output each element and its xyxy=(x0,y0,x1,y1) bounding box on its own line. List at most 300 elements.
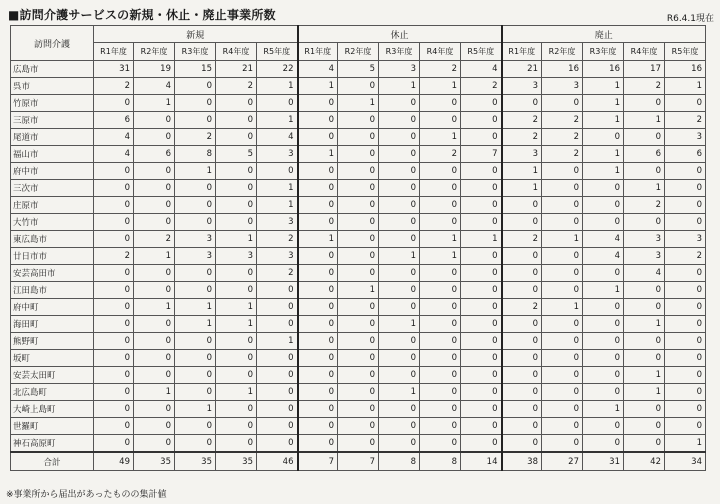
suspend-count-cell: 0 xyxy=(379,197,420,214)
table-row xyxy=(11,129,706,146)
abolish-count-cell: 2 xyxy=(502,112,542,129)
new-count-cell: 0 xyxy=(216,129,257,146)
suspend-count-cell: 7 xyxy=(338,452,379,471)
suspend-count-cell: 1 xyxy=(379,316,420,333)
abolish-count-cell: 0 xyxy=(583,384,624,401)
new-count-cell: 0 xyxy=(175,265,216,282)
year-header-cell: R2年度 xyxy=(134,43,175,61)
suspend-count-cell: 0 xyxy=(420,384,461,401)
new-count-cell: 0 xyxy=(175,333,216,350)
abolish-count-cell: 2 xyxy=(542,146,583,163)
abolish-count-cell: 2 xyxy=(665,248,706,265)
year-header-cell: R3年度 xyxy=(583,43,624,61)
new-count-cell: 1 xyxy=(134,299,175,316)
abolish-count-cell: 0 xyxy=(665,333,706,350)
new-count-cell: 0 xyxy=(94,265,134,282)
new-count-cell: 0 xyxy=(175,418,216,435)
suspend-count-cell: 0 xyxy=(461,180,502,197)
abolish-count-cell: 0 xyxy=(583,350,624,367)
suspend-count-cell: 0 xyxy=(298,112,338,129)
new-count-cell: 49 xyxy=(94,452,134,471)
suspend-count-cell: 0 xyxy=(338,299,379,316)
new-count-cell: 0 xyxy=(94,282,134,299)
suspend-count-cell: 0 xyxy=(338,197,379,214)
abolish-count-cell: 34 xyxy=(665,452,706,471)
suspend-count-cell: 0 xyxy=(420,197,461,214)
page-title: ■訪問介護サービスの新規・休止・廃止事業所数 xyxy=(8,8,276,22)
suspend-count-cell: 0 xyxy=(420,435,461,453)
abolish-count-cell: 0 xyxy=(502,248,542,265)
abolish-count-cell: 0 xyxy=(542,197,583,214)
table-row xyxy=(11,367,706,384)
new-count-cell: 1 xyxy=(216,231,257,248)
suspend-count-cell: 0 xyxy=(298,248,338,265)
facility-count-table xyxy=(10,25,706,471)
suspend-count-cell: 1 xyxy=(461,231,502,248)
abolish-count-cell: 1 xyxy=(624,384,665,401)
abolish-count-cell: 0 xyxy=(502,401,542,418)
suspend-count-cell: 1 xyxy=(298,146,338,163)
new-count-cell: 0 xyxy=(257,163,298,180)
new-count-cell: 0 xyxy=(134,197,175,214)
suspend-count-cell: 0 xyxy=(338,265,379,282)
abolish-count-cell: 3 xyxy=(665,129,706,146)
new-count-cell: 0 xyxy=(94,333,134,350)
abolish-count-cell: 0 xyxy=(542,384,583,401)
abolish-count-cell: 0 xyxy=(502,282,542,299)
new-count-cell: 0 xyxy=(94,180,134,197)
suspend-count-cell: 0 xyxy=(338,350,379,367)
new-count-cell: 1 xyxy=(216,299,257,316)
new-count-cell: 22 xyxy=(257,61,298,78)
new-count-cell: 3 xyxy=(257,248,298,265)
group-header-suspend: 休止 xyxy=(298,26,502,43)
suspend-count-cell: 0 xyxy=(338,367,379,384)
new-count-cell: 1 xyxy=(175,401,216,418)
suspend-count-cell: 0 xyxy=(338,401,379,418)
new-count-cell: 1 xyxy=(216,384,257,401)
new-count-cell: 0 xyxy=(175,350,216,367)
abolish-count-cell: 0 xyxy=(665,367,706,384)
abolish-count-cell: 1 xyxy=(665,435,706,453)
abolish-count-cell: 0 xyxy=(542,95,583,112)
suspend-count-cell: 0 xyxy=(461,435,502,453)
table-row xyxy=(11,78,706,95)
new-count-cell: 3 xyxy=(216,248,257,265)
suspend-count-cell: 0 xyxy=(379,282,420,299)
abolish-count-cell: 0 xyxy=(542,350,583,367)
abolish-count-cell: 0 xyxy=(665,180,706,197)
abolish-count-cell: 0 xyxy=(502,367,542,384)
new-count-cell: 3 xyxy=(257,214,298,231)
abolish-count-cell: 2 xyxy=(542,112,583,129)
new-count-cell: 2 xyxy=(216,78,257,95)
abolish-count-cell: 0 xyxy=(665,197,706,214)
new-count-cell: 0 xyxy=(216,265,257,282)
abolish-count-cell: 0 xyxy=(542,248,583,265)
table-row xyxy=(11,265,706,282)
new-count-cell: 0 xyxy=(134,265,175,282)
abolish-count-cell: 1 xyxy=(542,299,583,316)
new-count-cell: 35 xyxy=(175,452,216,471)
abolish-count-cell: 0 xyxy=(624,95,665,112)
new-count-cell: 1 xyxy=(257,78,298,95)
municipality-name: 安芸高田市 xyxy=(11,265,94,282)
abolish-count-cell: 1 xyxy=(624,112,665,129)
abolish-count-cell: 4 xyxy=(583,231,624,248)
abolish-count-cell: 0 xyxy=(502,265,542,282)
new-count-cell: 0 xyxy=(94,435,134,453)
suspend-count-cell: 5 xyxy=(338,61,379,78)
suspend-count-cell: 0 xyxy=(338,146,379,163)
suspend-count-cell: 0 xyxy=(379,299,420,316)
suspend-count-cell: 0 xyxy=(379,333,420,350)
suspend-count-cell: 1 xyxy=(298,231,338,248)
year-header-cell: R4年度 xyxy=(624,43,665,61)
abolish-count-cell: 0 xyxy=(542,282,583,299)
suspend-count-cell: 4 xyxy=(461,61,502,78)
abolish-count-cell: 0 xyxy=(542,163,583,180)
suspend-count-cell: 1 xyxy=(420,231,461,248)
suspend-count-cell: 0 xyxy=(461,248,502,265)
abolish-count-cell: 0 xyxy=(624,214,665,231)
table-row xyxy=(11,384,706,401)
abolish-count-cell: 1 xyxy=(583,146,624,163)
abolish-count-cell: 0 xyxy=(624,401,665,418)
suspend-count-cell: 0 xyxy=(461,350,502,367)
new-count-cell: 21 xyxy=(216,61,257,78)
year-header-row xyxy=(11,43,706,61)
suspend-count-cell: 0 xyxy=(420,299,461,316)
abolish-count-cell: 0 xyxy=(665,95,706,112)
suspend-count-cell: 0 xyxy=(461,367,502,384)
suspend-count-cell: 14 xyxy=(461,452,502,471)
abolish-count-cell: 17 xyxy=(624,61,665,78)
abolish-count-cell: 0 xyxy=(502,197,542,214)
new-count-cell: 1 xyxy=(175,163,216,180)
suspend-count-cell: 2 xyxy=(461,78,502,95)
suspend-count-cell: 0 xyxy=(379,231,420,248)
suspend-count-cell: 0 xyxy=(461,299,502,316)
abolish-count-cell: 2 xyxy=(624,78,665,95)
abolish-count-cell: 0 xyxy=(665,350,706,367)
new-count-cell: 1 xyxy=(134,248,175,265)
abolish-count-cell: 6 xyxy=(665,146,706,163)
suspend-count-cell: 0 xyxy=(298,384,338,401)
abolish-count-cell: 0 xyxy=(665,265,706,282)
new-count-cell: 1 xyxy=(134,95,175,112)
abolish-count-cell: 42 xyxy=(624,452,665,471)
suspend-count-cell: 0 xyxy=(379,418,420,435)
municipality-name: 熊野町 xyxy=(11,333,94,350)
new-count-cell: 0 xyxy=(216,214,257,231)
abolish-count-cell: 0 xyxy=(502,435,542,453)
new-count-cell: 0 xyxy=(134,180,175,197)
abolish-count-cell: 0 xyxy=(583,299,624,316)
new-count-cell: 0 xyxy=(134,282,175,299)
abolish-count-cell: 0 xyxy=(583,435,624,453)
suspend-count-cell: 0 xyxy=(461,333,502,350)
table-row xyxy=(11,163,706,180)
abolish-count-cell: 0 xyxy=(583,316,624,333)
abolish-count-cell: 3 xyxy=(542,78,583,95)
suspend-count-cell: 0 xyxy=(338,180,379,197)
abolish-count-cell: 21 xyxy=(502,61,542,78)
new-count-cell: 6 xyxy=(94,112,134,129)
suspend-count-cell: 2 xyxy=(420,146,461,163)
new-count-cell: 8 xyxy=(175,146,216,163)
abolish-count-cell: 0 xyxy=(502,95,542,112)
abolish-count-cell: 0 xyxy=(624,350,665,367)
new-count-cell: 1 xyxy=(134,384,175,401)
new-count-cell: 0 xyxy=(134,435,175,453)
abolish-count-cell: 0 xyxy=(583,367,624,384)
suspend-count-cell: 0 xyxy=(461,384,502,401)
new-count-cell: 0 xyxy=(216,163,257,180)
abolish-count-cell: 0 xyxy=(665,282,706,299)
new-count-cell: 0 xyxy=(257,401,298,418)
abolish-count-cell: 0 xyxy=(624,418,665,435)
abolish-count-cell: 0 xyxy=(502,418,542,435)
new-count-cell: 0 xyxy=(94,401,134,418)
suspend-count-cell: 0 xyxy=(379,435,420,453)
suspend-count-cell: 0 xyxy=(379,112,420,129)
municipality-name: 福山市 xyxy=(11,146,94,163)
municipality-name: 府中市 xyxy=(11,163,94,180)
new-count-cell: 0 xyxy=(257,95,298,112)
suspend-count-cell: 0 xyxy=(298,197,338,214)
suspend-count-cell: 0 xyxy=(420,282,461,299)
municipality-name: 東広島市 xyxy=(11,231,94,248)
new-count-cell: 0 xyxy=(257,316,298,333)
abolish-count-cell: 0 xyxy=(542,367,583,384)
suspend-count-cell: 0 xyxy=(420,214,461,231)
new-count-cell: 0 xyxy=(134,316,175,333)
new-count-cell: 0 xyxy=(94,163,134,180)
suspend-count-cell: 1 xyxy=(379,384,420,401)
municipality-name: 廿日市市 xyxy=(11,248,94,265)
municipality-name: 海田町 xyxy=(11,316,94,333)
abolish-count-cell: 2 xyxy=(502,299,542,316)
suspend-count-cell: 7 xyxy=(298,452,338,471)
suspend-count-cell: 0 xyxy=(379,180,420,197)
suspend-count-cell: 0 xyxy=(461,95,502,112)
abolish-count-cell: 0 xyxy=(624,282,665,299)
new-count-cell: 0 xyxy=(134,333,175,350)
total-label: 合計 xyxy=(11,452,94,471)
new-count-cell: 0 xyxy=(94,350,134,367)
abolish-count-cell: 0 xyxy=(665,214,706,231)
abolish-count-cell: 2 xyxy=(502,129,542,146)
suspend-count-cell: 0 xyxy=(461,163,502,180)
abolish-count-cell: 0 xyxy=(665,384,706,401)
new-count-cell: 2 xyxy=(94,78,134,95)
new-count-cell: 0 xyxy=(94,367,134,384)
abolish-count-cell: 0 xyxy=(624,333,665,350)
new-count-cell: 0 xyxy=(134,418,175,435)
abolish-count-cell: 3 xyxy=(502,146,542,163)
suspend-count-cell: 7 xyxy=(461,146,502,163)
suspend-count-cell: 0 xyxy=(298,299,338,316)
year-header-cell: R5年度 xyxy=(461,43,502,61)
footnote: ※事業所から届出があったものの集計値 xyxy=(6,490,167,500)
suspend-count-cell: 0 xyxy=(379,350,420,367)
abolish-count-cell: 3 xyxy=(624,248,665,265)
suspend-count-cell: 0 xyxy=(461,265,502,282)
municipality-name: 坂町 xyxy=(11,350,94,367)
table-row xyxy=(11,248,706,265)
suspend-count-cell: 0 xyxy=(298,129,338,146)
new-count-cell: 4 xyxy=(94,129,134,146)
abolish-count-cell: 0 xyxy=(542,214,583,231)
abolish-count-cell: 0 xyxy=(502,333,542,350)
new-count-cell: 0 xyxy=(175,197,216,214)
new-count-cell: 0 xyxy=(134,163,175,180)
suspend-count-cell: 2 xyxy=(420,61,461,78)
abolish-count-cell: 0 xyxy=(624,435,665,453)
table-row xyxy=(11,435,706,453)
new-count-cell: 1 xyxy=(216,316,257,333)
new-count-cell: 0 xyxy=(94,418,134,435)
new-count-cell: 0 xyxy=(216,282,257,299)
table-row xyxy=(11,333,706,350)
abolish-count-cell: 1 xyxy=(665,78,706,95)
new-count-cell: 0 xyxy=(216,367,257,384)
new-count-cell: 0 xyxy=(94,231,134,248)
new-count-cell: 15 xyxy=(175,61,216,78)
municipality-name: 大崎上島町 xyxy=(11,401,94,418)
group-header-row xyxy=(11,26,706,43)
suspend-count-cell: 0 xyxy=(461,112,502,129)
new-count-cell: 0 xyxy=(94,384,134,401)
abolish-count-cell: 2 xyxy=(665,112,706,129)
suspend-count-cell: 0 xyxy=(379,367,420,384)
abolish-count-cell: 0 xyxy=(542,401,583,418)
new-count-cell: 0 xyxy=(216,112,257,129)
table-row xyxy=(11,418,706,435)
suspend-count-cell: 0 xyxy=(298,282,338,299)
new-count-cell: 2 xyxy=(257,265,298,282)
table-row xyxy=(11,350,706,367)
new-count-cell: 1 xyxy=(257,333,298,350)
new-count-cell: 0 xyxy=(134,367,175,384)
new-count-cell: 1 xyxy=(257,197,298,214)
abolish-count-cell: 2 xyxy=(624,197,665,214)
abolish-count-cell: 0 xyxy=(665,401,706,418)
suspend-count-cell: 1 xyxy=(298,78,338,95)
abolish-count-cell: 27 xyxy=(542,452,583,471)
suspend-count-cell: 0 xyxy=(420,367,461,384)
new-count-cell: 0 xyxy=(257,418,298,435)
new-count-cell: 2 xyxy=(134,231,175,248)
new-count-cell: 0 xyxy=(257,299,298,316)
abolish-count-cell: 16 xyxy=(542,61,583,78)
new-count-cell: 0 xyxy=(134,112,175,129)
suspend-count-cell: 0 xyxy=(298,401,338,418)
new-count-cell: 0 xyxy=(175,384,216,401)
new-count-cell: 0 xyxy=(175,95,216,112)
abolish-count-cell: 0 xyxy=(542,418,583,435)
new-count-cell: 0 xyxy=(175,214,216,231)
suspend-count-cell: 0 xyxy=(298,265,338,282)
municipality-name: 竹原市 xyxy=(11,95,94,112)
new-count-cell: 0 xyxy=(216,401,257,418)
new-count-cell: 4 xyxy=(134,78,175,95)
new-count-cell: 0 xyxy=(257,435,298,453)
year-header-cell: R1年度 xyxy=(502,43,542,61)
suspend-count-cell: 1 xyxy=(338,95,379,112)
table-row xyxy=(11,231,706,248)
new-count-cell: 2 xyxy=(257,231,298,248)
abolish-count-cell: 0 xyxy=(542,180,583,197)
year-header-cell: R5年度 xyxy=(665,43,706,61)
suspend-count-cell: 3 xyxy=(379,61,420,78)
year-header-cell: R4年度 xyxy=(216,43,257,61)
abolish-count-cell: 0 xyxy=(502,316,542,333)
new-count-cell: 0 xyxy=(216,418,257,435)
suspend-count-cell: 0 xyxy=(338,316,379,333)
abolish-count-cell: 0 xyxy=(542,316,583,333)
suspend-count-cell: 0 xyxy=(461,418,502,435)
abolish-count-cell: 0 xyxy=(583,265,624,282)
new-count-cell: 4 xyxy=(257,129,298,146)
table-row xyxy=(11,197,706,214)
suspend-count-cell: 0 xyxy=(338,333,379,350)
new-count-cell: 0 xyxy=(257,282,298,299)
abolish-count-cell: 1 xyxy=(624,367,665,384)
municipality-name: 庄原市 xyxy=(11,197,94,214)
suspend-count-cell: 1 xyxy=(420,129,461,146)
abolish-count-cell: 0 xyxy=(502,384,542,401)
suspend-count-cell: 8 xyxy=(420,452,461,471)
abolish-count-cell: 31 xyxy=(583,452,624,471)
new-count-cell: 1 xyxy=(257,180,298,197)
suspend-count-cell: 0 xyxy=(298,367,338,384)
new-count-cell: 0 xyxy=(175,78,216,95)
abolish-count-cell: 2 xyxy=(502,231,542,248)
suspend-count-cell: 0 xyxy=(338,384,379,401)
new-count-cell: 1 xyxy=(175,299,216,316)
suspend-count-cell: 8 xyxy=(379,452,420,471)
suspend-count-cell: 0 xyxy=(338,112,379,129)
suspend-count-cell: 0 xyxy=(298,95,338,112)
suspend-count-cell: 0 xyxy=(461,129,502,146)
suspend-count-cell: 0 xyxy=(298,350,338,367)
new-count-cell: 0 xyxy=(216,435,257,453)
suspend-count-cell: 0 xyxy=(461,282,502,299)
suspend-count-cell: 0 xyxy=(420,350,461,367)
abolish-count-cell: 0 xyxy=(583,214,624,231)
new-count-cell: 0 xyxy=(94,95,134,112)
suspend-count-cell: 0 xyxy=(338,78,379,95)
year-header-cell: R2年度 xyxy=(542,43,583,61)
new-count-cell: 1 xyxy=(175,316,216,333)
new-count-cell: 1 xyxy=(257,112,298,129)
abolish-count-cell: 1 xyxy=(583,95,624,112)
new-count-cell: 31 xyxy=(94,61,134,78)
suspend-count-cell: 0 xyxy=(338,214,379,231)
new-count-cell: 4 xyxy=(94,146,134,163)
new-count-cell: 0 xyxy=(175,282,216,299)
new-count-cell: 0 xyxy=(94,316,134,333)
suspend-count-cell: 0 xyxy=(338,418,379,435)
table-row xyxy=(11,180,706,197)
new-count-cell: 2 xyxy=(175,129,216,146)
abolish-count-cell: 0 xyxy=(624,163,665,180)
abolish-count-cell: 3 xyxy=(624,231,665,248)
suspend-count-cell: 0 xyxy=(298,163,338,180)
abolish-count-cell: 1 xyxy=(583,112,624,129)
